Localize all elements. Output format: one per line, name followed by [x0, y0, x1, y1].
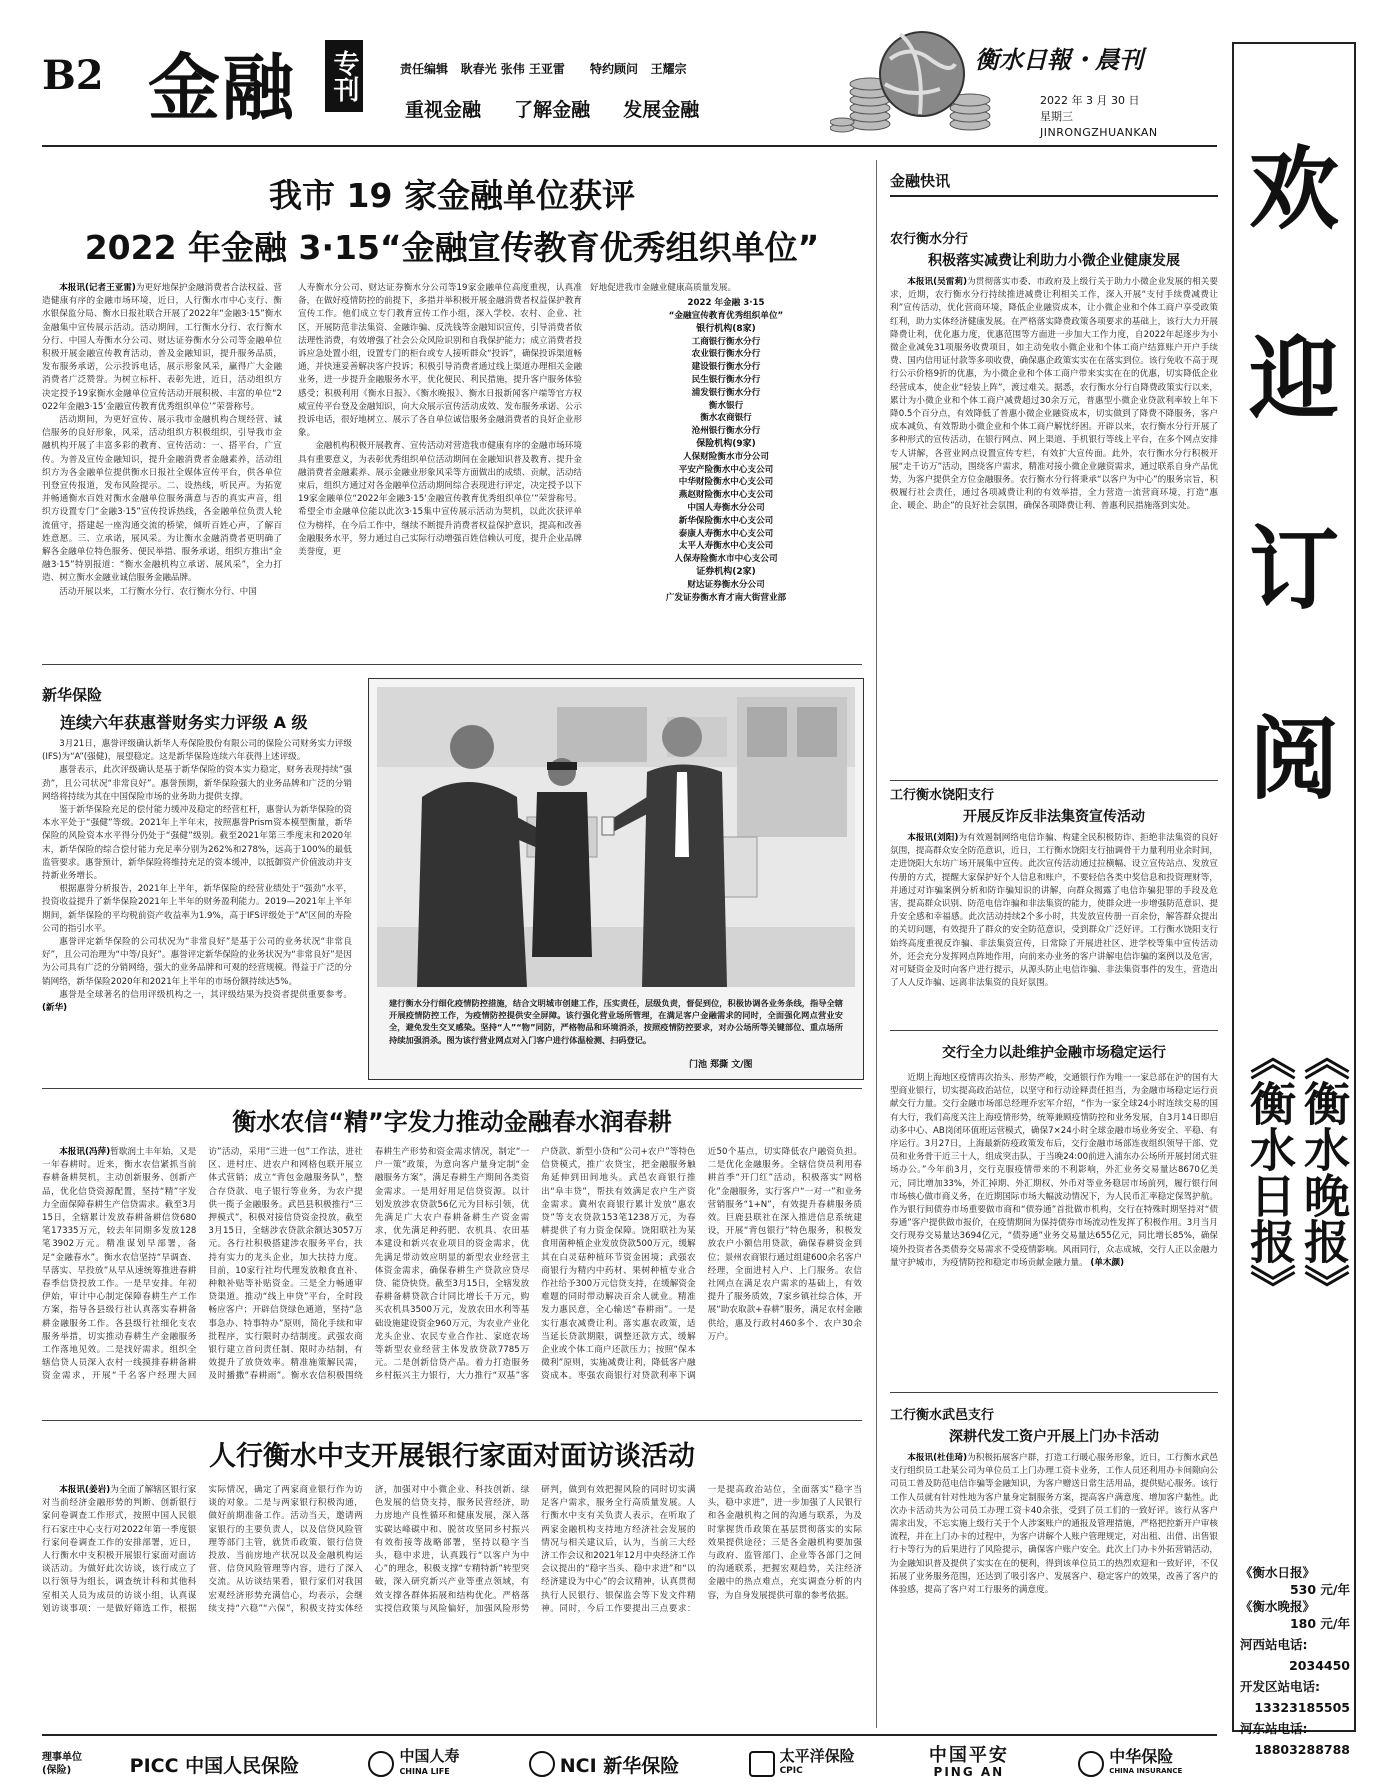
lead-col-2 [298, 282, 582, 650]
lead-paragraph-5: 金融机构积极开展教育、宣传活动对营造我市健康有序的金融市场环境具有重要意义，为表彰优秀组织单位活动期间在金融知识普及教育、提升金融消费者金融素养、展示金融业形象风采等方面做出的成绩、贡献，活动结束后，组织方通过对各金融单位活动期间综合表现进行评定，决定授予以下19家金融单位“2022年金融3·15‘金融宣传教育优秀组织单位’”荣誉称号。希望全市金融单位能以此次3·15集中宣传展示活动为契机，以此次获评单位为榜样，在今后工作中，继续不断提升消费者权益保护意识，提高和改善金融服务水平，努力通过自己实际行动增强百姓信赖认可度，提升企业品牌美誉度，更 [298, 441, 582, 558]
issue-date: 2022 年 3 月 30 日 [1040, 94, 1140, 107]
china-insurance-icon [1078, 1751, 1104, 1777]
nongxin-paragraph: 暂歇润土丰年始，又是一年春耕时。近来，衡水农信紧抓当前春耕备耕契机，主动创新服务、创新产品，优化信贷资源配置，坚持“精”字发力全面保障春耕生产信贷需求。截至3月15日，全辖累计发放春耕备耕信贷680笔17335万元，较去年同期多发放128笔3902万元。精准谋划早部署，备足“金融春水”。衡水农信坚持“早调查、早落实、早投放”从早从速统筹推进春耕春季信贷投放工作。一是早安排。年初伊始，审计中心制定保障春耕生产工作方案，指导各县级行社认真落实春耕备耕金融服务工作。各县级行社细化支农服务举措，切实推动春耕生产金融服务工作落地见效。二是找好需求。组织全辖信贷人员深入农村一线摸排春耕备耕资金需求，开展“千名客户经理大回访”活动，采用“三进一包”工作法，进社区、进村庄、进农户和网格包联开展立体式营销；成立“背包金融服务队”，整合存贷款、电子银行等业务，为农户提供一揽子金融服务。武邑县积极推行“三押模式”，积极对接信贷资金投放，截至3月15日，全辖涉农贷款余额达3057万元。各行社积极搭建涉农服务平台，扶持有实力的龙头企业，加大扶持力度。目前，10家行社均代理发放粮食直补、种粮补贴等补贴资金。三是全力畅通审贷渠道。推动“线上申贷”平台，全时段畅应客户；开辟信贷绿色通道，坚持“急事急办、特事特办”原则，简化手续和审批程序，实行限时办结制度。武强农商银行建立首问责任制、限时办结制，有效提升了放贷效率。精准施策解民需，及时播撒“春耕雨”。衡水农信积极围绕春耕生产形势和资金需求情况，制定“一户一策”政策，为意向客户量身定制“金融服务方案”，满足春耕生产期间各类资金需求。一是用好用足信贷资源。以计划发放涉农贷款56亿元为目标引领，优先满足广大农户春耕备耕生产资金需求，优先满足种药肥、农机具、农田基本建设和新兴农业项目的资金需求，优先满足带动效应明显的新型农业经营主体资金需求，确保春耕生产贷款应贷尽贷、能贷快贷。截至3月15日，全辖发放春耕备耕贷款合计同比增长千万元，购买农机具3500万元，发放农田水利等基础设施建设资金960万元，为农业产业化龙头企业、农民专业合作社、家庭农场等新型农业经营主体发放贷款7785万元。二是创新信贷产品。着力打造服务乡村振兴主力银行，大力推行“双基”客户贷款、新型小贷和“公司+农户”等特色信贷模式，推广农贷宝，把金融服务触角延伸到田间地头。武邑农商银行推出“阜丰贷”，帮扶有效满足农户生产资金需求。冀州农商银行累计发放“惠农贷”等支农贷款153笔1238万元，为春耕提供了有力资金保障。饶阳联社为某食用菌种植企业发放贷款500万元，缓解其在白灵菇种植环节资金困境；武强农商银行为精内中药材、果树种植专业合作社给予300万元信贷支持，在缓解资金难题的同时带动解决百余人就业。精准发力惠民意，全心输送“春耕雨”。一是实行惠农减费让利。落实惠农政策，适当延长贷款期限，调整还款方式，缓解企业或个体工商户还款压力；按照“保本微利”原则，实施减费让利，降低客户融资成本。枣强农商银行对贷款利率下调近50个基点，切实降低农户融资负担。二是优化金融服务。全辖信贷员利用春耕首季“开门红”活动，积极落实“网格化”金融服务，实行客户“一对一”和业务营销服务“1+N”，有效提升春耕服务质效。巨鹿县联社在深入推进信息系统建设，开展“背包银行”特色服务，积极发放农户小额信用贷款，确保春耕资金到位；景州农商银行通过组建600余名客户经理，全面进村入户、上门服务。农信社网点在满足农户需求的基础上，有效提升了服务质效，7家乡镇社综合体，开展“助农取款+春耕”服务，满足农村金融供给，惠及行政村460多个、农户30余万户。 [42, 1147, 862, 1382]
renhang-author: (姜岩) [85, 1485, 111, 1495]
brief-1-kicker: 农行衡水分行 [890, 232, 969, 247]
brief-2-author: (刘阳) [933, 833, 959, 843]
nci-icon [529, 1751, 555, 1777]
list-item: 民生银行衡水分行 [691, 374, 761, 385]
list-item: 新华保险衡水中心支公司 [678, 515, 774, 526]
price-value: 530 元/年 [1289, 1582, 1350, 1597]
list-item: 工商银行衡水分行 [691, 336, 761, 347]
nongxin-author: (冯萍) [85, 1147, 111, 1157]
photo-caption: 建行衡水分行细化疫情防控措施，结合文明城市创建工作，压实责任，层级负责，督促到位，积极协调各业务条线，指导全辖开展疫情防控工作，为疫情防控提供安全屏障。该行强化营业场所管理，在满足客户金融需求的同时，全面强化网点营业安全，避免发生交叉感染。坚持“人”“物”同防，严格物品和环境消杀，按照疫情防控要求，对办公场所等关键部位、重点场所持续加强消杀。图为该行营业网点对入门客户进行体温检测、扫码登记。 [389, 998, 843, 1045]
brief-4-author: (杜佳琦) [933, 1453, 968, 1463]
page-number: B2 [42, 52, 104, 99]
lead-author: (记者王亚雷) [84, 283, 136, 293]
lead-col-3 [590, 282, 862, 650]
nongxin-byline: 本报讯 [59, 1147, 86, 1157]
subscription-sidebar [1232, 42, 1356, 1757]
welcome-text [1234, 94, 1354, 854]
page-header [0, 0, 1382, 150]
divider [42, 1420, 862, 1421]
sponsor-logo [125, 1751, 300, 1778]
photo-frame [368, 678, 864, 1080]
footer-label-sub: (保险) [42, 1765, 72, 1776]
lead-col-1 [42, 282, 282, 650]
list-item: 燕赵财险衡水中心支公司 [678, 490, 774, 501]
renhang-paragraph: 为全面了解辖区银行家对当前经济金融形势的判断、创新银行家问卷调查工作形式，按照中国人民银行石家庄中心支行对2022年第一季度银行家问卷调查工作的安排部署，近日，人行衡水中支积极开展银行家面对面访谈活动。为做好此次访谈，该行成立了以行领导为组长，调查统计科和其他科室相关人员为成员的访谈小组，认真谋划访谈事项：一是做好筛选工作，根据实际情况，确定了两家商业银行作为访谈的对象。二是与两家银行积极沟通，做好前期准备工作。活动当天，邀请两家银行的主要负责人，以及信贷风险管理等部门主管，就货币政策、银行信贷投放、当前房地产状况以及金融机构运营、信贷风险管理等内容，进行了深入交流。从访谈结果看，银行家们对我国宏观经济形势充满信心，均表示，会继续支持“六稳”“六保”，积极支持实体经济，加强对中小微企业、科技创新、绿色发展的信贷支持，服务民营经济，助力房地产良性循环和健康发展，深入落实碳达峰碳中和、脱贫攻坚同乡村振兴有效衔接等战略部署，坚持以稳字当头，稳中求进，认真践行“以客户为中心”的理念，积极支撑“专精特新”转型突破，深入研究新兴产业等重点领域，有效支撑各群体拓展和结构优化。严格落实授信政策与风险偏好，加强风险形势研判，做到有效把握风险的同时切实满足客户需求，服务全行高质量发展。人行衡水中支有关负责人表示，在听取了两家金融机构支持地方经济社会发展的情况与相关建议后，认为，当前三大经济工作会议和2021年12月中央经济工作会议提出的“稳字当头、稳中求进”和“以经济建设为中心”的会议精神，认真贯彻执行人民银行、银保监会等下发文件精神。同时，今后工作要提出三点要求：一是提高政治站位，全面落实“稳字当头，稳中求进”，进一步加强了人民银行和各金融机构之间的沟通与联系，为及时掌握货币政策在基层贯彻落实的实际效果提供途径；三是各金融机构要加强与政府、监管部门、企业等各部门之间的沟通联系，把握宏观趋势，关注经济金融中的热点难点，充实调查分析的内容，为自身发展提供可靠的参考依据。 [42, 1485, 862, 1614]
brief-header-label: 金融快讯 [890, 172, 951, 190]
logo-sub: CPIC [779, 1766, 803, 1776]
brief-4-text: 为积极拓展客户群，打造工行暖心服务形象，近日，工行衡水武邑支行组织员工赴某公司为单位员工上门办理工资卡业务，工作人员还利用办卡间隙向公司员工普及防范电信诈骗等金融知识，为客户赠送日常生活用品，提供贴心服务。该行工作人员就有针对性地为客户量身定制服务方案，提高客户满意度、增加客户黏性。此次办卡活动共为公司员工办理工资卡40余张，受到了员工们的一致好评。该行从客户需求出发，不忘实施上级行关于个人涉案账户的通报及管理措施，严格把控新开户审核流程，并在上门办卡的过程中，为客户讲解个人账户管理规定，对出租、出借、出售银行卡等行为的后果进行了风险提示，确保客户账户安全。此次上门办卡外拓营销活动，为金融知识普及提供了实实在在的便利，得到该单位员工的热烈欢迎和一致好评，不仅拓展了业务服务范围，还达到了吸引客户、发展客户、稳定客户的效果，改善了客户的体验感，提高了客户对工行服务的满意度。 [890, 1453, 1218, 1596]
list-item: 浦发银行衡水分行 [691, 387, 761, 398]
bank-lobby-photo [377, 687, 855, 987]
staff-line [400, 60, 687, 77]
list-item: 人保寿险衡水市中心支公司 [674, 554, 778, 565]
brief-2-text: 为有效遏制网络电信诈骗、构建全民积极防诈、拒绝非法集资的良好氛围，提高群众安全防范意识，近日，工行衡水饶阳支行抽调骨干力量利用业余时间，走进饶阳大东坊广场开展集中宣传。此次宣传活动通过拉横幅、设立宣传站点、发放宣传册的方式，提醒大家保护好个人信息和账户，不要轻信各类中奖信息和投资理财等，并通过对诈骗案例分析和防诈骗知识的讲解，向群众揭露了电信诈骗犯罪的手段及危害，提高群众识别、防范电信诈骗和非法集资的能力，使群众进一步增强防范意识、提升安全感和幸福感。此次活动持续2个多小时，共发放宣传册一百余份，解答群众提出的关切问题，有效提升了群众的安全防范意识，受到群众广泛好评。工行衡水饶阳支行始终高度重视反诈骗、非法集资宣传，日常除了开展进社区、进学校等集中宣传活动外，还会充分发挥网点阵地作用，向前来办业务的客户讲解电信诈骗的案例以及危害，对可疑资金及时向客户进行提示，从源头防止电信诈骗、非法集资事件的发生，营造出了人人反诈骗、远离非法集资的良好氛围。 [890, 833, 1218, 989]
brief-2-body [890, 832, 1218, 1022]
logo-sub: CHINA INSURANCE [1109, 1767, 1183, 1775]
lead-title-2: 2022 年金融 3·15“金融宣传教育优秀组织单位” [84, 228, 820, 267]
honor-title: 2022 年金融 3·15 [687, 298, 765, 309]
welcome-char: 欢 [1249, 136, 1339, 242]
slogan-3: 发展金融 [623, 99, 700, 121]
bank-category: 银行机构(8家) [696, 323, 756, 334]
sponsor-logo [529, 1751, 680, 1778]
list-item: 人保财险衡水市分公司 [683, 451, 769, 462]
brief-1-byline: 本报讯 [907, 277, 934, 287]
sponsor-logo [1078, 1749, 1182, 1779]
xinhua-body [42, 738, 352, 1080]
brief-3-title: 交行全力以赴维护金融市场稳定运行 [942, 1045, 1166, 1061]
price-name: 《衡水晚报》 [1240, 1599, 1316, 1614]
brief-2-title: 开展反诈反非法集资宣传活动 [963, 809, 1145, 825]
lead-paragraph-3: 活动开展以来，工行衡水分行、农行衡水分行、中国 [59, 586, 257, 597]
divider [42, 664, 862, 665]
xinhua-paragraph: 惠誉是全球著名的信用评级机构之一，其评级结果为投资者提供重要参考。 [59, 989, 352, 1000]
xinhua-source: (新华) [42, 1003, 68, 1014]
cpic-icon [749, 1751, 775, 1777]
nongxin-title: 衡水农信“精”字发力推动金融春水润春耕 [232, 1108, 672, 1136]
footer [42, 1742, 1217, 1786]
china-life-icon [368, 1751, 394, 1777]
nongxin-body [42, 1146, 862, 1412]
slogans [405, 95, 699, 122]
sponsor-logo [368, 1749, 459, 1779]
header-rule [42, 145, 1217, 147]
logo-text: PICC 中国人民保险 [129, 1754, 300, 1777]
honor-list [590, 297, 862, 604]
renhang-byline: 本报讯 [59, 1485, 86, 1495]
station-phone: 18803288788 [1254, 1742, 1350, 1757]
xinhua-paragraph: 根据惠誉分析报告，2021年上半年，新华保险的经营业绩处于“强劲”水平，投资收益提升了新华保险2021年上半年的财务盈利能力。2019—2021年上半年期间，新华保险的平均税前资产收益率为1.9%，高于IFS评级处于“A”区间的寿险公司的指引水平。 [42, 884, 352, 934]
sponsor-logo [924, 1747, 1009, 1781]
station-phone: 2034450 [1289, 1658, 1350, 1673]
brief-1-body [890, 276, 1218, 774]
list-item: 衡水银行 [708, 400, 744, 411]
welcome-char: 订 [1249, 516, 1339, 622]
advisor-name: 王耀宗 [650, 62, 687, 76]
logo-sub: PING AN [933, 1765, 1005, 1779]
photo-credit: 门池 郑撕 文/图 [689, 1060, 753, 1070]
divider [42, 1088, 862, 1089]
brief-1-author: (吴雷莉) [933, 277, 968, 287]
price-value: 180 元/年 [1289, 1616, 1350, 1631]
brief-1-title: 积极落实减费让利助力小微企业健康发展 [928, 253, 1180, 269]
paper-name-right: 《衡水晚报》 [1297, 1034, 1351, 1310]
brief-3-body [890, 1072, 1218, 1386]
logo-text: NCI 新华保险 [559, 1754, 680, 1777]
logo-text: 太平洋保险 [779, 1747, 855, 1765]
list-item: 平安产险衡水中心支公司 [678, 464, 774, 475]
welcome-char: 迎 [1249, 326, 1339, 432]
advisor-label: 特约顾问 [590, 62, 639, 76]
lead-title-1: 我市 19 家金融单位获评 [269, 176, 635, 215]
list-item: 泰康人寿衡水中心支公司 [678, 528, 774, 539]
brief-3-text: 近期上海地区疫情再次抬头、形势严峻，交通银行作为唯一一家总部在沪的国有大型商业银行，切实提高政治站位，以坚守和行动诠释责任担当，为金融市场稳定运行贡献交行力量。交行金融市场部总经理乔宏军介绍，“作为一家全球24小时连续交易的国有大行，我们高度关注上海疫情形势，统筹兼顾疫情防控和业务发展，自3月14日即启动多中心、AB岗闭环值班运营模式，确保7×24小时全球金融市场业务安全、平稳、有序运行。3月27日，上海最新防疫政策发布后，交行金融市场部连夜组织领导干部、党员和业务骨干近三十人，组成突击队，于当晚24:00前进入浦东办公场所开展封闭式驻场办公。”今年前3月，交行克服疫情带来的不利影响，外汇业务交易量达8670亿美元，同比增加33%，外汇掉期、外汇期权、外币对等业务稳居市场前列，履行银行间市场核心做市商义务，在近期国际市场大幅波动情况下，为人民币汇率稳定保驾护航。作为银行间债券市场重要做市商和“债券通”首批做市机构，交行在特殊时期坚持对“债券通”客户提供做市报价，在疫情期间为保持债券市场流动性发挥了积极作用。3月当月交行现券交易量达3694亿元，“债券通”业务交易量达655亿元，同比增长85%，确保境外投资者各类债券交易需求不受疫情影响。风雨同行，众志成城，交行人正以金融力量守护城市，为疫情防控和稳定市场贡献金融力量。 [890, 1073, 1218, 1268]
xinhua-paragraph: 鉴于新华保险充足的偿付能力缓冲及稳定的经营杠杆，惠誉认为新华保险的资本水平处于“强健”等级。2021年上半年末，按照惠誉Prism资本模型衡量，新华保险的风险资本水平得分仍处于“强健”级别。截至2021年第三季度末和2020年末，新华保险的综合偿付能力充足率分别为262%和278%，远高于100%的最低监管要求。惠誉预计，新华保险将维持充足的资本缓冲，以抵御资产价值波动并支持新业务增长。 [42, 805, 352, 882]
price-list [1240, 1564, 1350, 1632]
list-item: 中国人寿衡水分公司 [687, 502, 765, 513]
brief-2-byline: 本报讯 [907, 833, 934, 843]
xinhua-kicker: 新华保险 [42, 686, 103, 704]
station-label: 开发区站电话: [1240, 1679, 1320, 1694]
divider [890, 1392, 1218, 1393]
price-name: 《衡水日报》 [1240, 1565, 1316, 1580]
welcome-char: 阅 [1249, 706, 1339, 812]
sponsor-logo [749, 1749, 855, 1779]
brief-4-byline: 本报讯 [907, 1453, 934, 1463]
section-pinyin: JINRONGZHUANKAN [1040, 126, 1158, 139]
list-item: 中华财险衡水中心支公司 [678, 477, 774, 488]
brief-4-body [890, 1452, 1218, 1728]
list-item: 太平人寿衡水中心支公司 [678, 541, 774, 552]
brief-header [890, 170, 1218, 197]
list-item: 广发证券衡水育才南大街营业部 [665, 592, 787, 603]
xinhua-paragraph: 3月21日，惠誉评级确认新华人寿保险股份有限公司的保险公司财务实力评级(IFS)为“A”(强健)，展望稳定。这是新华保险连续六年获得上述评级。 [42, 739, 352, 763]
station-label: 河东站电话: [1240, 1721, 1308, 1736]
lead-paragraph-1: 为更好地保护金融消费者合法权益、营造健康有序的金融市场环境，近日，人行衡水市中心支行、衡水银保监分局、衡水日报社联合开展了2022年“金融3·15”衡水金融集中宣传展示活动。活动期间，工行衡水分行、农行衡水分行、中国人寿衡水分公司、财达证券衡水分公司等金融单位积极开展金融宣传教育活动，普及金融知识，提升服务品质，发布服务承诺，公示投诉电话，展示形象风采，赢得广大金融消费者广泛赞誉。为树立标杆、表彰先进，近日，活动组织方决定授予19家衡水金融单位宣传活动开展积极、丰富的单位“2022年金融3·15‘金融宣传教育优秀组织单位’”荣誉称号。 [42, 283, 282, 412]
station-phone: 13323185505 [1254, 1700, 1350, 1715]
station-list [1240, 1634, 1350, 1760]
editor-names: 耿春光 张伟 王亚雷 [460, 62, 565, 76]
renhang-title: 人行衡水中支开展银行家面对面访谈活动 [209, 1441, 695, 1472]
logo-sub: CHINA LIFE [399, 1767, 450, 1776]
paper-name: 衡水日報・晨刊 [975, 45, 1143, 74]
securities-category: 证券机构(2家) [696, 566, 756, 577]
footer-label-text: 理事单位 [42, 1752, 82, 1763]
issue-weekday: 星期三 [1040, 110, 1073, 123]
lead-paragraph-2: 活动期间，为更好宣传、展示我市金融机构合规经营、诚信服务的良好形象，风采，活动组织方积极组织，引导我市金融机构开展了丰富多彩的教育、宣传活动：一、搭平台，广宣传。为普及宣传金融知识，提升金融消费者金融素养，活动组织方为各金融单位提供衡水日报社全媒体宣传平台，供各单位刊登宣传报道，发布风险提示。二、设热线，听民声。为拓宽并畅通衡水百姓对衡水金融单位服务满意与否的真实声音，组织方设置专门“金融3·15”宣传投诉热线，各金融单位负责人轮流值守，搭建起一座沟通交流的桥梁，倾听百姓心声，了解百姓意愿。三、立承诺，展风采。为让衡水金融消费者更明确了解各金融单位特色服务、便民举措、服务承诺，组织方推出“金融3·15”特别报道：“衡水金融机构立承诺、展风采”，全力打造、树立衡水金融业诚信服务金融品牌。 [42, 415, 282, 584]
brief-2-kicker: 工行衡水饶阳支行 [890, 788, 995, 803]
lead-paragraph-6: 好地促进我市金融业健康高质量发展。 [590, 283, 737, 293]
lead-paragraph-4: 人寿衡水分公司、财达证券衡水分公司等19家金融单位高度重视，认真准备，在做好疫情防控的前提下，多措并举积极开展金融消费者权益保护教育宣传工作。他们成立专门教育宣传工作小组，深入学校、农村、企业、社区，开展防范非法集资、金融诈骗、反洗钱等金融知识宣传，引导消费者依法理性消费，有效增强了社会公众风险识别和自我保护能力；成立消费者投诉应急处置小组，设置专门的柜台或专人接听群众“投诉”，确保投诉渠道畅通，并快速妥善解决客户投诉；积极引导消费者通过线上渠道办理相关金融业务，进一步提升金融服务水平，优化便民、利民措施，提升客户服务体验感受；积极利用《衡水日报》、《衡水晚报》、衡水日报新闻客户端等官方权威宣传平台登及金融知识，向大众展示宣传活动成效、发布服务承诺、公示投诉电话，很好地树立、展示了各自单位诚信服务金融消费者的良好企业形象。 [298, 283, 582, 439]
brief-3-source: (单木颜) [1090, 1257, 1125, 1268]
list-item: 财达证券衡水分公司 [687, 579, 765, 590]
brief-1-text: 为贯彻落实市委、市政府及上级行关于助力小微企业发展的相关要求，近期，农行衡水分行持续推进减费让利相关工作，深入开展“支付手续费减费让利”宣传活动，优化营商环境，降低企业融资成本，让小微企业和个体工商户享受政策红利，助力实体经济健康发展。在严格落实降费政策各项要求的基础上，该行大力开展降费让利，优化惠力度，优惠范围等方面进一步加大工作力度，自2022年起逐步为小微企业减免31项服务收费项目，如主动免收小微企业和个体工商户结算账户开户手续费、国内信用证付款等多项收费，确保惠企政策实实在在落实到位。该行免收不高于现行公示价格9折的优惠，为小微企业和个体工商户带来实实在在的优惠，切实降低企业经营成本，使企业“轻装上阵”，渡过难关。据悉，农行衡水分行自降费政策实行以来，累计为小微企业和个体工商户减费超过30余万元，普惠型小微企业贷款利率较上年下降0.5个百分点，有效降低了普惠小微企业融资成本，切实做到了降费不降服务，客户成本减负、有效帮助小微企业和个体工商户解忧纾困。开辟以来，农行衡水分行开展了多种形式的宣传活动，在银行网点、网上渠道、手机银行等线上平台，在多个网点安排专人讲解，各营业网点设置宣传专栏，有效扩大宣传面。此外，农行衡水分行积极开展“走千访万”活动，围绕客户需求，精准对接小微企业融资需求，通过联系自身产品优势，为客户提供全方位金融服务。农行衡水分行将秉承“以客户为中心”的服务宗旨，积极履行社会责任，通过各项减费让利的有效举措，全力营造一流营商环境，打造“惠企、暖企、助企”的良好社会氛围，确保各项降费让利、普惠利民措施落到实处。 [890, 277, 1218, 512]
xinhua-paragraph: 惠誉表示，此次评级确认是基于新华保险的资本实力稳定，财务表现持续“强劲”，且公司状况“非常良好”。惠誉预期，新华保险强大的业务品牌和广泛的分销网络将持续为其在中国保险市场的业务助力提供支撑。 [42, 765, 352, 802]
paper-name-left: 《衡水日报》 [1243, 1034, 1297, 1310]
section-title: 金融 [148, 46, 297, 130]
station-label: 河西站电话: [1240, 1637, 1308, 1652]
list-item: 沧州银行衡水分行 [691, 426, 761, 437]
section-badge: 专刊 [325, 40, 363, 112]
divider [890, 780, 1218, 781]
brief-4-title: 深耕代发工资户开展上门办卡活动 [949, 1429, 1159, 1445]
insurer-category: 保险机构(9家) [696, 438, 756, 449]
xinhua-paragraph: 惠誉评定新华保险的公司状况为“非常良好”是基于公司的业务状况“非常良好”，且公司治理为“中等/良好”。惠誉评定新华保险的业务状况为“非常良好”是因为公司具有广泛的分销网络，强大的业务品牌和可观的经营规模。得益于广泛的分销网络，新华保险2020年和2021年上半年的市场份额持续达5%。 [42, 937, 352, 987]
slogan-1: 重视金融 [405, 99, 482, 121]
lead-byline: 本报讯 [59, 283, 85, 293]
column-divider [876, 160, 877, 1728]
list-item: 农业银行衡水分行 [691, 349, 761, 360]
xinhua-title: 连续六年获惠誉财务实力评级 A 级 [60, 713, 308, 732]
brief-4-kicker: 工行衡水武邑支行 [890, 1408, 995, 1423]
footer-label [42, 1751, 90, 1777]
honor-subtitle: “金融宣传教育优秀组织单位” [668, 311, 784, 321]
divider [890, 1030, 1218, 1031]
logo-text: 中国人寿 [399, 1747, 460, 1765]
slogan-2: 了解金融 [514, 99, 591, 121]
renhang-body [42, 1484, 862, 1724]
logo-text: 中华保险 [1109, 1747, 1174, 1766]
logo-text: 中国平安 [928, 1745, 1009, 1766]
editor-label: 责任编辑 [400, 62, 449, 76]
list-item: 衡水农商银行 [700, 413, 752, 424]
footer-rule [42, 1734, 1217, 1736]
list-item: 建设银行衡水分行 [691, 362, 761, 373]
